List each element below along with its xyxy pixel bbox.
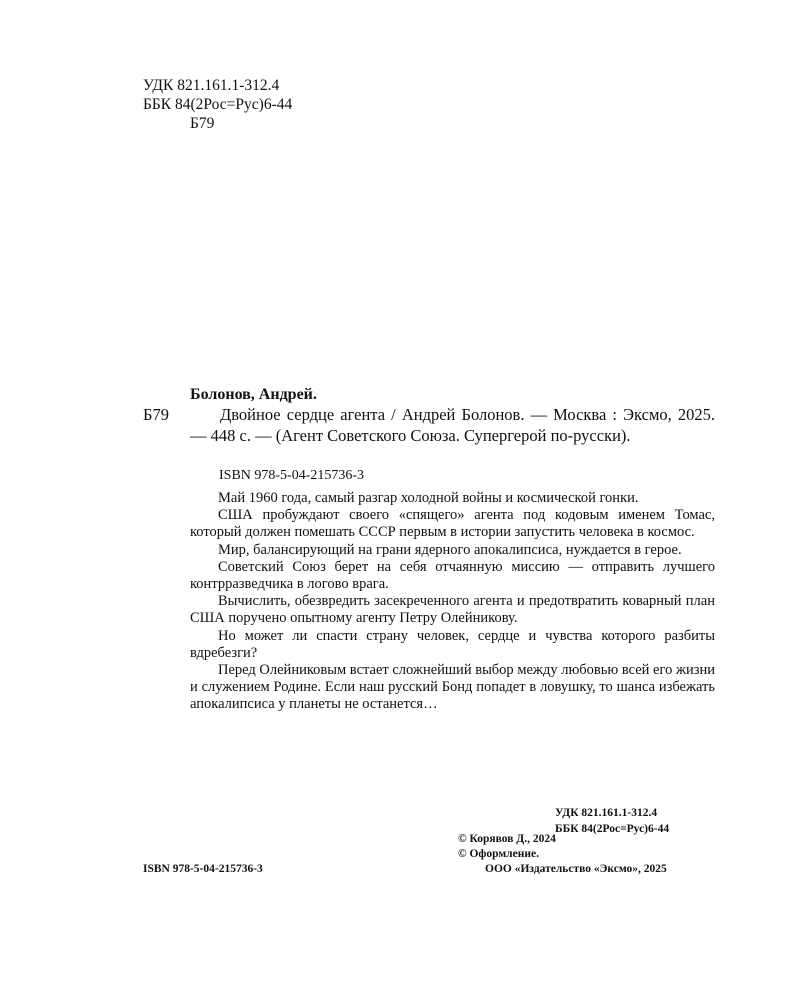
catalog-code: Б79 bbox=[143, 405, 169, 424]
annotation-paragraph: США пробуждают своего «спящего» агента под кодовым именем Томас, который должен помешать СССР первым в истории запустить человека в космос. bbox=[190, 507, 715, 541]
copyright-block bbox=[458, 832, 667, 877]
footer-udk: УДК 821.161.1-312.4 bbox=[555, 807, 658, 819]
annotation-paragraph: Мир, балансирующий на грани ядерного апокалипсиса, нуждается в герое. bbox=[218, 541, 682, 558]
classification-block bbox=[143, 76, 292, 133]
footer-bbk: ББК 84(2Рос=Рус)6-44 bbox=[555, 823, 670, 835]
footer-isbn: ISBN 978-5-04-215736-3 bbox=[143, 863, 263, 875]
annotation-paragraph: Май 1960 года, самый разгар холодной войны и космической гонки. bbox=[218, 490, 639, 506]
annotation-paragraph: Перед Олейниковым встает сложнейший выбор между любовью всей его жизни и служением Родине. Если наш русский Бонд попадет в ловушку, то шанса избежать апокалипсиса у планеты не останется… bbox=[190, 662, 715, 713]
copyright-design: © Оформление. bbox=[458, 848, 539, 860]
copyright-publisher: ООО «Издательство «Эксмо», 2025 bbox=[485, 863, 667, 875]
annotation-paragraph: Вычислить, обезвредить засекреченного агента и предотвратить коварный план США поручено опытному агенту Петру Олейникову. bbox=[190, 593, 715, 627]
bbk-code: ББК 84(2Рос=Рус)6-44 bbox=[143, 96, 293, 113]
copyright-author: © Корявов Д., 2024 bbox=[458, 833, 556, 845]
author-mark: Б79 bbox=[190, 115, 215, 132]
annotation-paragraph: Но может ли спасти страну человек, сердце и чувства которого разбиты вдребезги? bbox=[190, 627, 715, 661]
udk-code: УДК 821.161.1-312.4 bbox=[143, 77, 280, 94]
annotation bbox=[190, 490, 715, 714]
catalog-title-block bbox=[190, 404, 715, 446]
catalog-isbn: ISBN 978-5-04-215736-3 bbox=[219, 468, 365, 483]
catalog-author: Болонов, Андрей. bbox=[190, 386, 317, 403]
annotation-paragraph: Советский Союз берет на себя отчаянную миссию — отправить лучшего контрразведчика в логово врага. bbox=[190, 558, 715, 593]
catalog-title: Двойное сердце агента / Андрей Болонов. — Москва : Эксмо, 2025. — 448 с. — (Агент Советского Союза. Супергерой по-русски). bbox=[190, 405, 715, 445]
